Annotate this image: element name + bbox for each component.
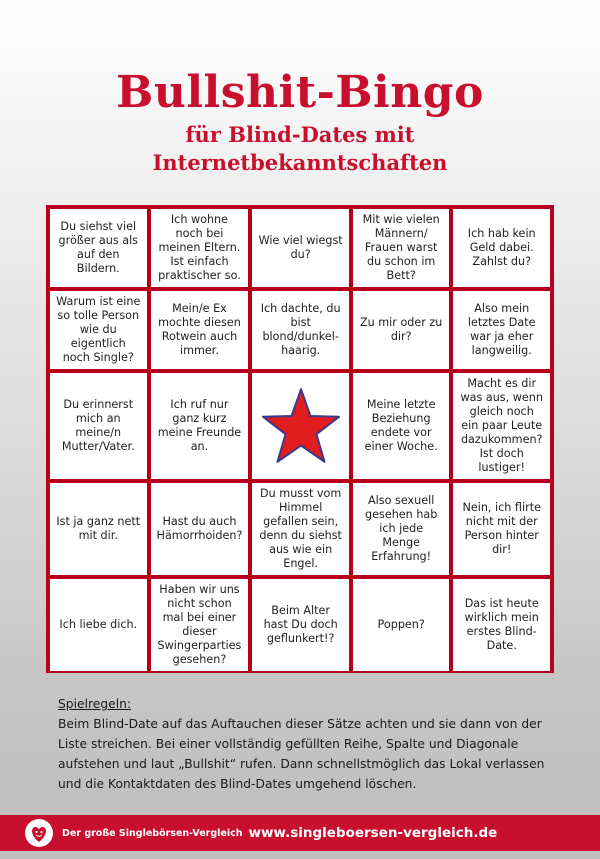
subtitle-line-1: für Blind-Dates mit (185, 122, 415, 147)
subtitle-line-2: Internetbekanntschaften (152, 150, 448, 175)
bingo-cell-r1c1: Du siehst viel größer aus als auf den Bildern. (50, 209, 147, 287)
bingo-cell-r4c5: Nein, ich flirte nicht mit der Person hinter dir! (453, 483, 550, 575)
bingo-cell-r1c5: Ich hab kein Geld dabei. Zahlst du? (453, 209, 550, 287)
rules-heading: Spielregeln: (58, 697, 132, 711)
bingo-cell-r5c5: Das ist heute wirklich mein erstes Blind-Date. (453, 579, 550, 671)
bingo-cell-r5c3: Beim Alter hast Du doch geflunkert!? (252, 579, 349, 671)
bingo-cell-r2c3: Ich dachte, du bist blond/dunkel-haarig. (252, 291, 349, 369)
bingo-cell-r3c5: Macht es dir was aus, wenn gleich noch ein paar Leute dazukommen? Ist doch lustiger! (453, 373, 550, 479)
bingo-cell-r4c2: Hast du auch Hämorrhoiden? (151, 483, 249, 575)
bingo-cell-r1c3: Wie viel wiegst du? (252, 209, 349, 287)
bingo-cell-r4c4: Also sexuell gesehen hab ich jede Menge Erfahrung! (353, 483, 450, 575)
red-star-icon (261, 386, 341, 466)
bingo-cell-r5c2: Haben wir uns nicht schon mal bei einer dieser Swingerparties gesehen? (151, 579, 249, 671)
bingo-cell-r2c4: Zu mir oder zu dir? (353, 291, 450, 369)
rules-text: Beim Blind-Date auf das Auftauchen dieser Sätze achten und sie dann von der Liste streichen. Bei einer vollständig gefüllten Reihe, Spalte und Diagonale aufstehen und laut „Bullshit“ rufen. Dann schnellstmöglich das Lokal verlassen und die Kontaktdaten des Blind-Dates umgehend löschen. (58, 717, 545, 791)
bingo-cell-r1c2: Ich wohne noch bei meinen Eltern. Ist einfach praktischer so. (151, 209, 249, 287)
bingo-cell-r2c5: Also mein letztes Date war ja eher langweilig. (453, 291, 550, 369)
game-rules (58, 694, 558, 794)
bingo-cell-r5c4: Poppen? (353, 579, 450, 671)
heart-logo-icon (24, 818, 54, 848)
bingo-cell-r4c3: Du musst vom Himmel gefallen sein, denn du siehst aus wie ein Engel. (252, 483, 349, 575)
bingo-cell-r3c4: Meine letzte Beziehung endete vor einer Woche. (353, 373, 450, 479)
page-subtitle (0, 121, 600, 177)
footer-url[interactable]: www.singleboersen-vergleich.de (248, 825, 498, 841)
footer-brand: Der große Singlebörsen-Vergleich (62, 827, 243, 839)
footer-bar (0, 815, 600, 851)
page-title: Bullshit-Bingo (116, 67, 484, 118)
bingo-cell-r3c1: Du erinnerst mich an meine/n Mutter/Vater. (50, 373, 147, 479)
bingo-cell-r2c1: Warum ist eine so tolle Person wie du eigentlich noch Single? (50, 291, 147, 369)
bingo-cell-r2c2: Mein/e Ex mochte diesen Rotwein auch immer. (151, 291, 249, 369)
bingo-cell-r3c2: Ich ruf nur ganz kurz meine Freunde an. (151, 373, 249, 479)
bingo-cell-center (252, 373, 349, 479)
bingo-cell-r1c4: Mit wie vielen Männern/ Frauen warst du schon im Bett? (353, 209, 450, 287)
bingo-grid (46, 205, 554, 673)
bingo-cell-r4c1: Ist ja ganz nett mit dir. (50, 483, 147, 575)
bingo-cell-r5c1: Ich liebe dich. (50, 579, 147, 671)
